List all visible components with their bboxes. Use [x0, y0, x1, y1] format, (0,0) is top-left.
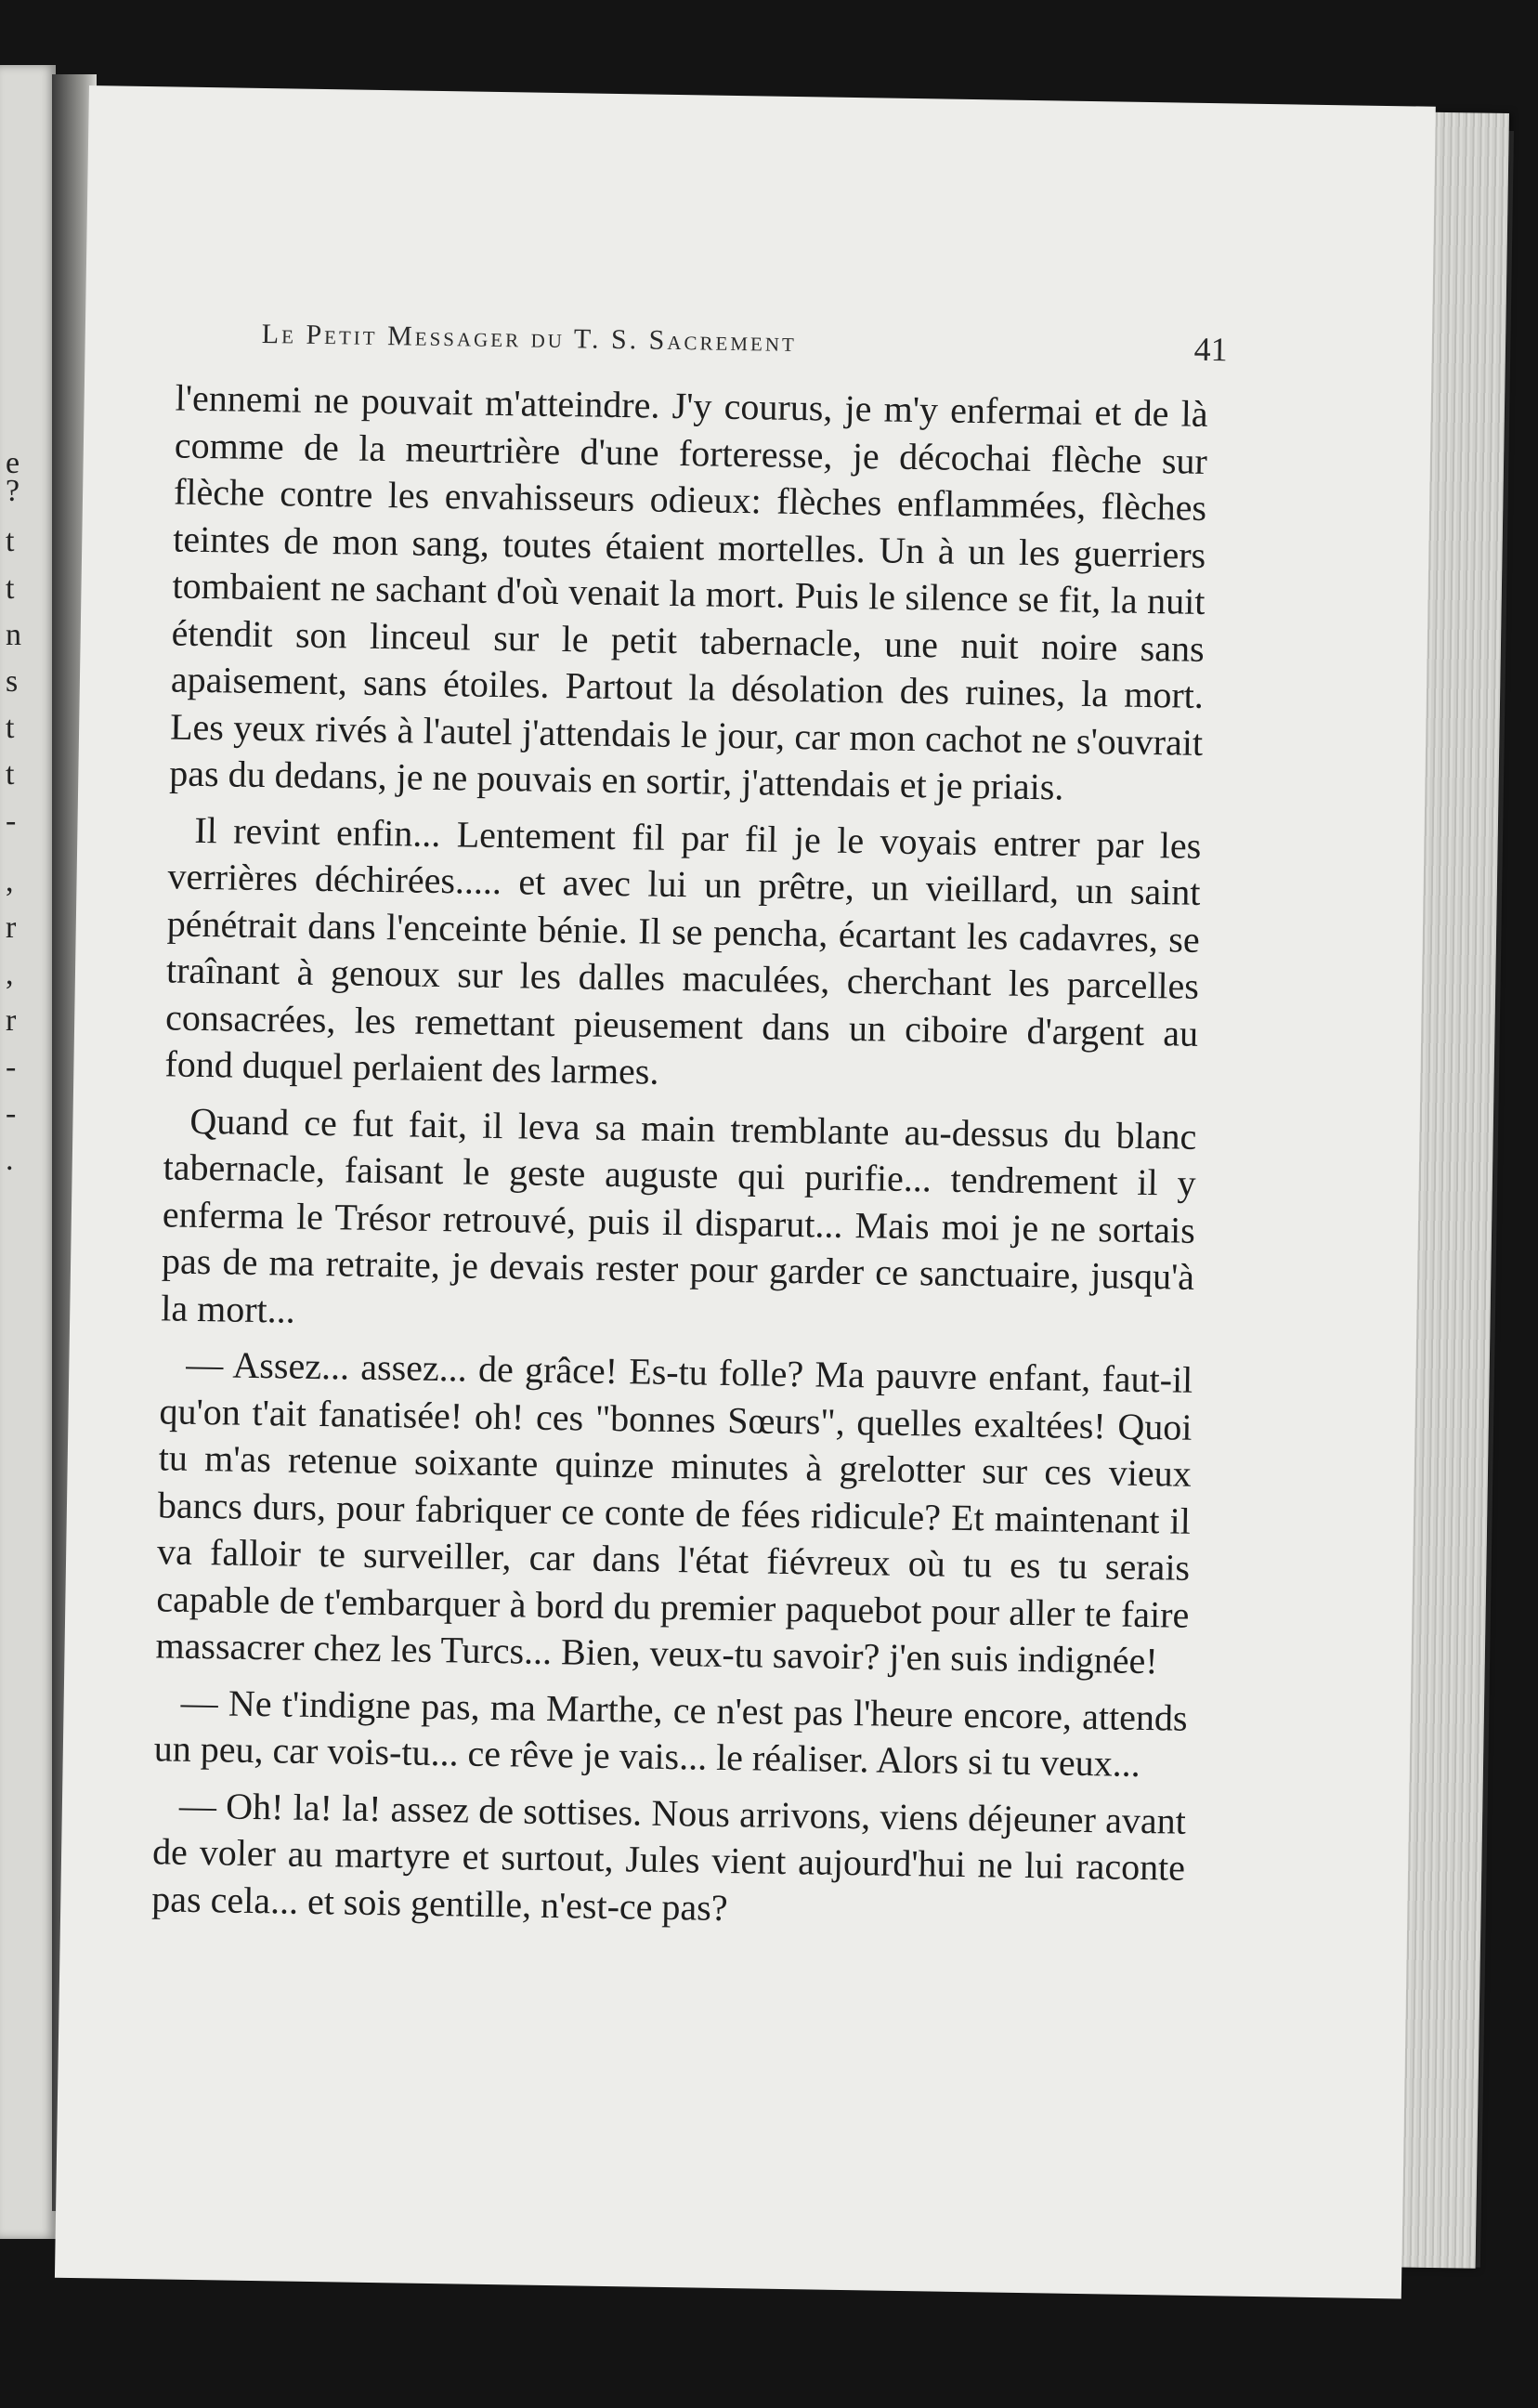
paragraph: Il revint enfin... Lentement fil par fil je le voyais entrer par les verrières déchirées..... et avec lui un prêtre, un vieillard, un saint pénétrait dans l'enceinte bénie. Il se pencha, écartant les cadavres, se traînant à genoux sur les dalles maculées, cherchant les parcelles consacrées, les remettant pieusement dans un ciboire d'argent au fond duquel perlaient des larmes.	[164, 808, 1202, 1093]
left-page-fragment: n	[6, 618, 21, 652]
left-page-fragment: s	[6, 664, 19, 699]
left-page-fragment: t	[6, 524, 15, 558]
left-page-fragment: ,	[6, 864, 14, 898]
left-page-fragment: t	[6, 711, 15, 745]
left-page-fragment: -	[6, 804, 17, 838]
left-page-fragment: ?	[6, 474, 20, 508]
page-header	[261, 309, 1228, 389]
left-page-fragment: -	[6, 1050, 17, 1084]
paragraph: — Ne t'indigne pas, ma Marthe, ce n'est pas l'heure encore, attends un peu, car vois-tu... ce rêve je vais... le réaliser. Alors si tu veux...	[153, 1681, 1188, 1785]
paragraph: — Assez... assez... de grâce! Es-tu folle? Ma pauvre enfant, faut-il qu'on t'ait fanatisée! oh! ces "bonnes Sœurs", quelles exaltées! Quoi tu m'as retenue soixante quinze minutes à grelotter sur ces vieux bancs durs, pour fabriquer ce conte de fées ridicule? Et maintenant il va falloir te surveiller, car dans l'état fiévreux où tu es tu serais capable de t'embarquer à bord du premier paquebot pour aller te faire massacrer chez les Turcs... Bien, veux-tu savoir? j'en suis indignée!	[155, 1342, 1193, 1682]
page-number: 41	[1193, 330, 1228, 369]
left-page-fragment: t	[6, 571, 15, 606]
left-page-fragment: r	[6, 1003, 17, 1038]
paragraph: l'ennemi ne pouvait m'atteindre. J'y courus, je m'y enfermai et de là comme de la meurtrière d'une forteresse, je décochai flèche sur flèche contre les envahisseurs odieux: flèches enflammées, flèches teintes de mon sang, toutes étaient mortelles. Un à un les guerriers tombaient ne sachant d'où venait la mort. Puis le silence se fit, la nuit étendit son linceul sur le petit tabernacle, une nuit noire sans apaisement, sans étoiles. Partout la désolation des ruines, la mort. Les yeux rivés à l'autel j'attendais le jour, car mon cachot ne s'ouvrait pas du dedans, je ne pouvais en sortir, j'attendais et je priais.	[169, 376, 1208, 808]
left-page-fragment: -	[6, 1096, 17, 1131]
paragraph: Quand ce fut fait, il leva sa main tremblante au-dessus du blanc tabernacle, faisant le geste auguste qui purifie... tendrement il y enferma le Trésor retrouvé, puis il disparut... Mais moi je ne sortais pas de ma retraite, je devais rester pour garder ce sanctuaire, jusqu'à la mort...	[160, 1099, 1197, 1331]
left-page-fragment: t	[6, 757, 15, 792]
book-page	[55, 85, 1436, 2298]
left-page-fragment: .	[6, 1143, 14, 1177]
running-title: Le Petit Messager du T. S. Sacrement	[261, 318, 798, 358]
left-page-fragment: r	[6, 910, 17, 945]
left-page-fragment: e	[6, 446, 20, 480]
left-page-fragment: ,	[6, 957, 14, 991]
paragraph: — Oh! la! la! assez de sottises. Nous arrivons, viens déjeuner avant de voler au martyre et surtout, Jules vient aujourd'hui ne lui raconte pas cela... et sois gentille, n'est-ce pas?	[151, 1784, 1187, 1929]
adjacent-left-page	[0, 65, 56, 2239]
page-body	[151, 375, 1208, 1946]
